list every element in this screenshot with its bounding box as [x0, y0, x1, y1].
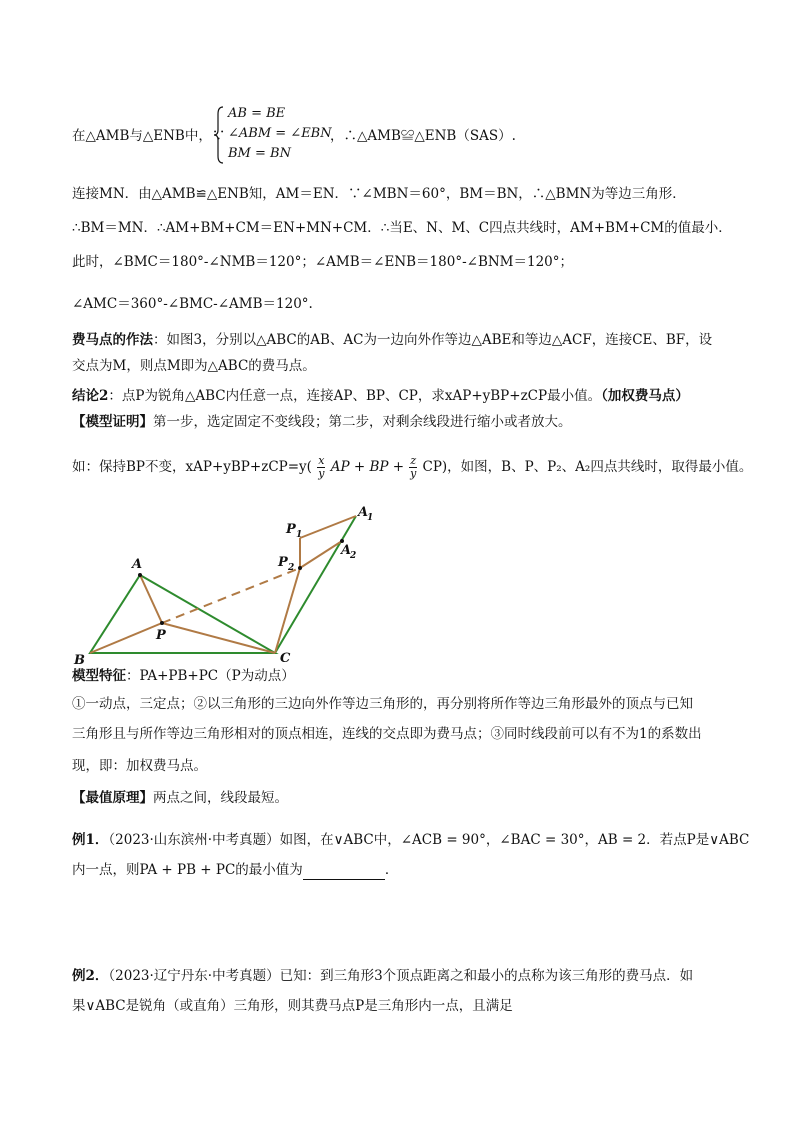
sas-post: ，∴△AMB≌△ENB（SAS）. — [330, 128, 516, 144]
model-proof — [72, 412, 572, 432]
fermat-method-line1 — [72, 330, 712, 350]
point-a — [138, 573, 142, 577]
proof-line-2: 连接MN．由△AMB≌△ENB知，AM＝EN．∵∠MBN＝60°，BM＝BN，∴△BMN为等边三角形． — [72, 186, 686, 202]
features-line-1: ①一动点，三定点；②以三角形的三边向外作等边三角形的，再分别将所作等边三角形最外的顶点与已知 — [72, 696, 693, 712]
label-a1-sub: 1 — [367, 513, 374, 523]
example1-text1: （2023·山东滨州·中考真题）如图，在∨ABC中，∠ACB = 90°，∠BAC = 30°，AB = 2．若点P是∨ABC — [108, 832, 750, 848]
point-p2 — [298, 566, 302, 570]
segment-p-c — [162, 623, 275, 653]
extreme-principle-label: 【最值原理】 — [72, 790, 153, 806]
fermat-weighted-diagram — [60, 498, 400, 670]
example1-text2: 内一点，则PA + PB + PC的最小值为 — [72, 862, 303, 878]
example2-text1: （2023·辽宁丹东·中考真题）已知：到三角形3个顶点距离之和最小的点称为该三角形的费马点．如 — [108, 968, 694, 984]
label-c: C — [280, 651, 291, 666]
condition-2: ∠ABM = ∠EBN — [228, 126, 332, 141]
example1-text2-post: ． — [384, 862, 399, 878]
example-mid: AP + BP + — [330, 459, 405, 475]
label-p1: P — [286, 522, 296, 537]
model-proof-label: 【模型证明】 — [72, 414, 153, 430]
fraction-x-over-y: $\frac{x}{y}$ — [318, 454, 325, 480]
fermat-method-label: 费马点的作法 — [72, 332, 153, 348]
proof-line-4: 此时，∠BMC＝180°-∠NMB＝120°；∠AMB＝∠ENB＝180°-∠BNM＝120°； — [72, 254, 574, 270]
fraction-z-over-y: $\frac{z}{y}$ — [410, 454, 417, 480]
label-p: P — [156, 628, 166, 643]
weighted-example-line — [72, 454, 752, 480]
example1-line2 — [72, 860, 398, 880]
conclusion2-label: 结论2 — [72, 388, 109, 404]
label-a2: A — [341, 543, 352, 558]
example2-line1 — [72, 966, 693, 986]
segment-p1-a1 — [300, 516, 356, 538]
label-p2-sub: 2 — [288, 563, 295, 573]
label-a2-sub: 2 — [350, 551, 357, 561]
extreme-principle-text: 两点之间，线段最短。 — [153, 790, 288, 806]
features-line-2: 三角形且与所作等边三角形相对的顶点相连，连线的交点即为费马点；③同时线段前可以有不为1的系数出 — [72, 726, 702, 742]
extreme-principle — [72, 788, 288, 808]
brace-conditions — [228, 104, 332, 164]
model-features — [72, 666, 295, 686]
label-p2: P — [278, 555, 288, 570]
proof-line-5: ∠AMC＝360°-∠BMC-∠AMB＝120°. — [72, 296, 313, 312]
model-features-text: ：PA+PB+PC（P为动点） — [126, 668, 295, 684]
model-proof-text: 第一步，选定固定不变线段；第二步，对剩余线段进行缩小或者放大。 — [153, 414, 572, 430]
label-b: B — [74, 653, 85, 668]
example2-line2: 果∨ABC是锐角（或直角）三角形，则其费马点P是三角形内一点，且满足 — [72, 998, 513, 1014]
fermat-method-line2: 交点为M，则点M即为△ABC的费马点。 — [72, 358, 316, 374]
conclusion2-text: ：点P为锐角△ABC内任意一点，连接AP、BP、CP，求xAP+yBP+zCP最小值。 — [108, 388, 602, 404]
example2-label: 例2． — [72, 968, 109, 984]
features-line-3: 现，即：加权费马点。 — [72, 758, 207, 774]
fermat-method-text1: ：如图3，分别以△ABC的AB、AC为一边向外作等边△ABE和等边△ACF，连接CE、BF，设 — [153, 332, 713, 348]
label-a1: A — [358, 505, 369, 520]
condition-1: AB = BE — [228, 106, 286, 121]
conclusion2 — [72, 386, 689, 406]
model-features-label: 模型特征 — [72, 668, 126, 684]
segment-p2-a2 — [300, 541, 342, 568]
proof-line-3: ∴BM＝MN．∴AM+BM+CM＝EN+MN+CM．∴当E、N、M、C四点共线时，AM+BM+CM的值最小． — [72, 220, 732, 236]
example-pre: 如：保持BP不变，xAP+yBP+zCP=y( — [72, 459, 312, 475]
example1-line1 — [72, 830, 749, 850]
point-p — [160, 621, 164, 625]
brace-icon — [214, 106, 224, 164]
sas-pre: 在△AMB与△ENB中，∵ — [72, 128, 226, 144]
sas-condition-block — [72, 104, 672, 166]
example-post: CP)，如图，B、P、P₂、A₂四点共线时，取得最小值。 — [422, 459, 753, 475]
segment-c-p2 — [275, 568, 300, 653]
dashed-p-p2 — [162, 568, 300, 623]
label-p1-sub: 1 — [296, 530, 303, 540]
label-a: A — [132, 557, 143, 572]
answer-blank[interactable] — [303, 865, 385, 880]
example1-label: 例1． — [72, 832, 109, 848]
condition-3: BM = BN — [228, 146, 291, 161]
conclusion2-tag: （加权费马点） — [601, 388, 689, 404]
